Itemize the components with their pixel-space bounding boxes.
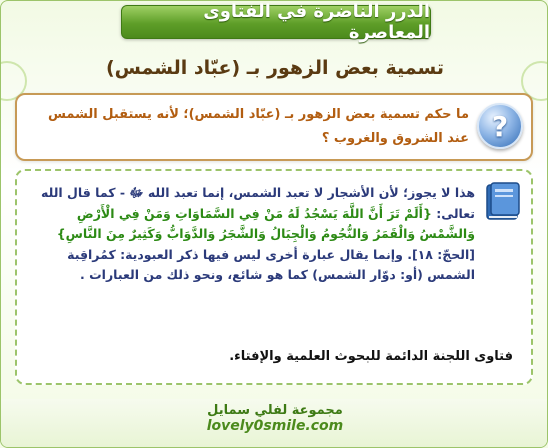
fatwa-source: فتاوى اللجنة الدائمة للبحوث العلمية والإفتاء. bbox=[229, 349, 513, 364]
footer-site-name: مجموعة لفلي سمايل bbox=[207, 403, 343, 418]
book-icon bbox=[481, 179, 525, 223]
footer bbox=[1, 399, 548, 448]
header-banner bbox=[121, 1, 431, 43]
page-title: الدرر الناضرة في الفتاوى المعاصرة bbox=[203, 1, 430, 43]
question-box bbox=[15, 93, 533, 161]
question-mark-icon: ? bbox=[477, 103, 523, 149]
fatwa-subtitle: تسمية بعض الزهور بـ (عبّاد الشمس) bbox=[105, 57, 445, 79]
answer-intro: هذا لا يجوز؛ لأن الأشجار لا تعبد الشمس، إنما تعبد الله ﷻ - كما قال الله تعالى: bbox=[41, 185, 475, 221]
answer-continuation: [الحجّ: ١٨]. وإنما يقال عبارة أخرى ليس فيها ذكر العبودية: كمُراقِبة الشمس (أو: دوّار الشمس) كما هو شائع، ونحو ذلك من العبارات . bbox=[67, 246, 475, 282]
quran-verse: {أَلَمْ تَرَ أَنَّ اللَّهَ يَسْجُدُ لَهُ مَنْ فِي السَّمَاوَاتِ وَمَنْ فِي الْأَرْضِ وَالشَّمْسُ وَالْقَمَرُ وَالنُّجُومُ وَالْجِبَالُ وَالشَّجَرُ وَالدَّوَابُّ وَكَثِيرٌ مِنَ النَّاسِ} bbox=[56, 205, 475, 241]
question-text: ما حكم تسمية بعض الزهور بـ (عبّاد الشمس)؛ لأنه يستقبل الشمس عند الشروق والغروب ؟ bbox=[48, 107, 469, 146]
answer-text bbox=[25, 183, 475, 286]
answer-box bbox=[15, 169, 533, 385]
footer-site-url[interactable]: lovely0smile.com bbox=[206, 418, 344, 434]
